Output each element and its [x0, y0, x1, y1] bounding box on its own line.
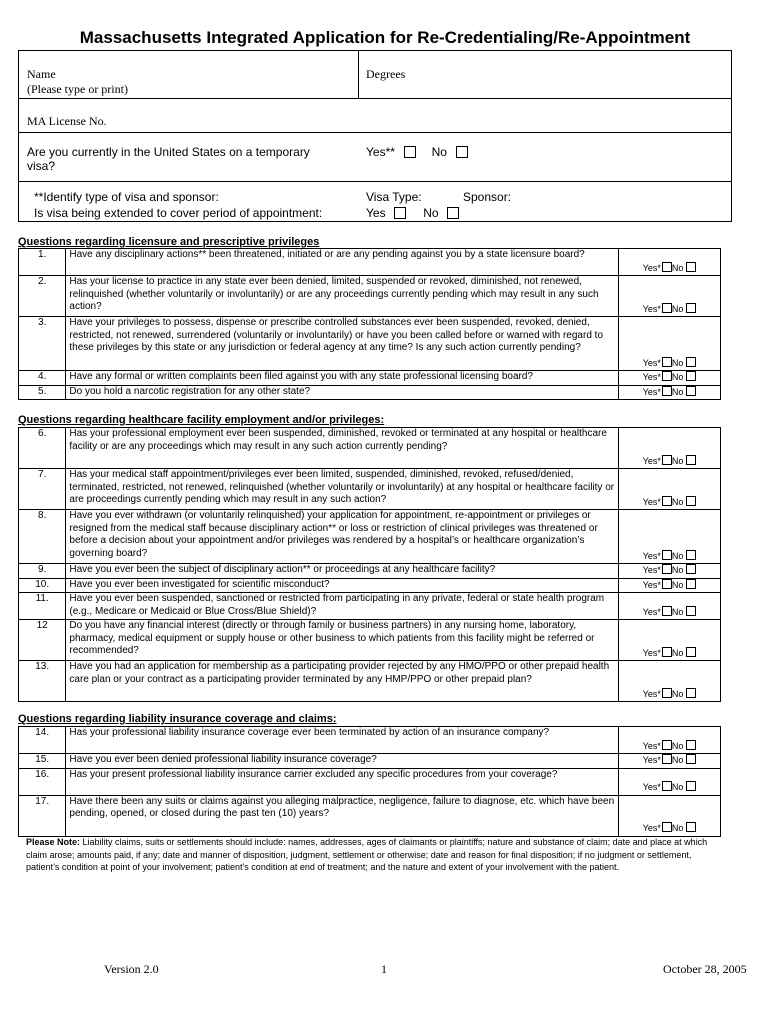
yes-checkbox[interactable] [662, 357, 672, 367]
yes-label: Yes* [642, 579, 661, 590]
question-row [19, 578, 721, 593]
question-number: 14. [19, 727, 66, 754]
question-number: 4. [19, 371, 66, 386]
no-label: No [671, 579, 684, 590]
yes-label: Yes* [642, 782, 661, 792]
no-checkbox[interactable] [686, 386, 696, 396]
question-number: 8. [19, 510, 66, 564]
question-row [19, 317, 721, 371]
yes-checkbox[interactable] [662, 386, 672, 396]
question-number: 16. [19, 768, 66, 795]
no-checkbox[interactable] [686, 262, 696, 272]
yes-label: Yes* [642, 823, 661, 833]
divider [19, 181, 731, 182]
name-field[interactable] [27, 65, 347, 97]
question-number: 11. [19, 593, 66, 620]
question-text: Has your license to practice in any state ever been denied, limited, suspended or revoked, diminished, not renewed, relinquished (whether voluntarily or involuntarily) or are any proceedings currently pending which may result in any such action? [66, 276, 619, 317]
sponsor-label: Sponsor: [463, 190, 512, 204]
yes-checkbox[interactable] [662, 550, 672, 560]
question-number: 9. [19, 564, 66, 579]
no-checkbox[interactable] [686, 455, 696, 465]
yes-label: Yes* [642, 647, 661, 658]
question-text: Have you ever been investigated for scientific misconduct? [66, 578, 619, 593]
answer-cell [619, 754, 721, 769]
question-text: Have your privileges to possess, dispense or prescribe controlled substances ever been suspended, revoked, denied, restricted, not renewed, surrendered (voluntarily or involuntarily) or have you been called before or warned with regard to these privileges by this state or any jurisdiction or federal agency at any time? Is any such action currently pending? [66, 317, 619, 371]
please-note [26, 836, 716, 874]
yes-label: Yes* [642, 455, 661, 466]
question-number: 10. [19, 578, 66, 593]
visa-no-label: No [431, 145, 447, 159]
note-text: Liability claims, suits or settlements should include: names, addresses, ages of claimants or plaintiffs; nature and substance of claim; date and place at which claim arose; amounts paid, if any; date and manner of disposition, judgment, settlement or otherwise; date and reason for final disposition; if no judgment or settlement, patient’s condition at point of your involvement; patient’s condition at end of treatment; and the nature and extent of your involvement with the patient. [26, 837, 708, 872]
visa-type-label: Visa Type: [366, 190, 422, 204]
question-number: 13. [19, 661, 66, 702]
question-row [19, 371, 721, 386]
question-text: Have you ever been the subject of disciplinary action** or proceedings at any healthcare facility? [66, 564, 619, 579]
version-label: Version 2.0 [104, 962, 159, 976]
no-label: No [671, 372, 684, 382]
yes-checkbox[interactable] [662, 688, 672, 698]
question-text: Has your medical staff appointment/privileges ever been limited, suspended, diminished, revoked, refused/denied, terminated, restricted, not renewed, relinquished (whether voluntarily or involuntarily) at any hospital or healthcare facility or are proceedings currently pending which may result in any such action? [66, 469, 619, 510]
no-checkbox[interactable] [686, 647, 696, 657]
question-text: Have any formal or written complaints been filed against you with any state professional licensing board? [66, 371, 619, 386]
question-row [19, 754, 721, 769]
questions-table [18, 427, 721, 702]
yes-checkbox[interactable] [662, 579, 672, 589]
answer-cell [619, 564, 721, 579]
no-checkbox[interactable] [686, 579, 696, 589]
footer-date: October 28, 2005 [663, 962, 747, 976]
question-number: 1. [19, 249, 66, 276]
answer-cell [619, 249, 721, 276]
extended-yes-checkbox[interactable] [394, 207, 406, 219]
yes-label: Yes* [642, 372, 661, 382]
no-checkbox[interactable] [686, 754, 696, 764]
note-label: Please Note: [26, 837, 81, 847]
visa-yes-checkbox[interactable] [404, 146, 416, 158]
no-checkbox[interactable] [686, 606, 696, 616]
page-title: Massachusetts Integrated Application for Re-Credentialing/Re-Appointment [79, 28, 691, 47]
question-row [19, 510, 721, 564]
yes-label: Yes* [642, 357, 661, 368]
no-checkbox[interactable] [686, 371, 696, 381]
answer-cell [619, 727, 721, 754]
yes-checkbox[interactable] [662, 606, 672, 616]
yes-label: Yes* [642, 688, 661, 699]
yes-checkbox[interactable] [662, 740, 672, 750]
yes-label: Yes* [642, 740, 661, 751]
section-heading: Questions regarding liability insurance coverage and claims: [18, 713, 337, 725]
license-field[interactable] [124, 109, 724, 131]
no-checkbox[interactable] [686, 688, 696, 698]
question-row [19, 768, 721, 795]
yes-label: Yes* [642, 386, 661, 397]
question-row [19, 727, 721, 754]
visa-yes-label: Yes** [366, 145, 395, 159]
question-text: Have you ever been suspended, sanctioned or restricted from participating in any private, federal or state health program (e.g., Medicare or Medicaid or Blue Cross/Blue Shield)? [66, 593, 619, 620]
question-row [19, 795, 721, 836]
question-number: 12 [19, 620, 66, 661]
question-number: 2. [19, 276, 66, 317]
section-heading: Questions regarding healthcare facility employment and/or privileges: [18, 414, 385, 426]
question-text: Have you had an application for membership as a participating provider rejected by any HMO/PPO or other prepaid health care plan or your contract as a participating provider terminated by any HMP/PPO or other prepaid plan? [66, 661, 619, 702]
question-text: Do you have any financial interest (directly or through family or business partners) in any nursing home, laboratory, pharmacy, medical equipment or supply house or other business to which patients from this facility might be referred or recommended? [66, 620, 619, 661]
answer-cell [619, 795, 721, 836]
question-row [19, 249, 721, 276]
identify-visa-label: **Identify type of visa and sponsor: [34, 190, 219, 204]
answer-cell [619, 593, 721, 620]
no-label: No [671, 496, 684, 507]
question-text: Have you ever withdrawn (or voluntarily relinquished) your application for appointment, re-appointment or privileges or resigned from the medical staff because disciplinary action** or loss or restriction of clinical privileges was threatened or before a decision about your appointment and/or privileges was rendered by a hospital’s or healthcare organization’s governing board? [66, 510, 619, 564]
yes-checkbox[interactable] [662, 781, 672, 791]
degrees-label: Degrees [366, 67, 406, 81]
no-label: No [671, 386, 684, 397]
question-row [19, 469, 721, 510]
answer-cell [619, 276, 721, 317]
visa-answer [366, 145, 468, 159]
no-checkbox[interactable] [686, 303, 696, 313]
no-checkbox[interactable] [686, 564, 696, 574]
question-row [19, 385, 721, 400]
question-number: 17. [19, 795, 66, 836]
yes-checkbox[interactable] [662, 262, 672, 272]
answer-cell [619, 317, 721, 371]
answer-cell [619, 661, 721, 702]
no-checkbox[interactable] [686, 357, 696, 367]
no-checkbox[interactable] [686, 781, 696, 791]
question-row [19, 428, 721, 469]
yes-checkbox[interactable] [662, 455, 672, 465]
question-row [19, 661, 721, 702]
yes-checkbox[interactable] [662, 564, 672, 574]
question-number: 7. [19, 469, 66, 510]
degrees-field[interactable] [366, 65, 726, 97]
yes-checkbox[interactable] [662, 371, 672, 381]
question-text: Has your professional liability insurance coverage ever been terminated by action of an insurance company? [66, 727, 619, 754]
no-label: No [671, 565, 684, 575]
answer-cell [619, 469, 721, 510]
yes-label: Yes* [642, 496, 661, 507]
yes-label: Yes* [642, 606, 661, 617]
no-checkbox[interactable] [686, 550, 696, 560]
section-heading: Questions regarding licensure and prescriptive privileges [18, 236, 320, 248]
question-row [19, 593, 721, 620]
answer-cell [619, 768, 721, 795]
questions-table [18, 248, 721, 400]
question-row [19, 276, 721, 317]
yes-label: Yes* [642, 262, 661, 273]
no-label: No [671, 755, 684, 765]
no-label: No [671, 262, 684, 273]
no-label: No [671, 550, 684, 561]
no-label: No [671, 647, 684, 658]
yes-checkbox[interactable] [662, 647, 672, 657]
yes-label: Yes* [642, 303, 661, 314]
extended-no-label: No [423, 206, 439, 220]
no-label: No [671, 606, 684, 617]
yes-label: Yes* [642, 755, 661, 765]
license-label: MA License No. [27, 114, 107, 128]
name-hint: (Please type or print) [27, 82, 128, 96]
divider [19, 98, 731, 99]
no-label: No [671, 823, 684, 833]
yes-checkbox[interactable] [662, 303, 672, 313]
yes-checkbox[interactable] [662, 822, 672, 832]
visa-no-checkbox[interactable] [456, 146, 468, 158]
extended-no-checkbox[interactable] [447, 207, 459, 219]
yes-checkbox[interactable] [662, 754, 672, 764]
no-checkbox[interactable] [686, 496, 696, 506]
yes-checkbox[interactable] [662, 496, 672, 506]
answer-cell [619, 428, 721, 469]
question-text: Have any disciplinary actions** been threatened, initiated or are any pending against you by a state licensure board? [66, 249, 619, 276]
no-checkbox[interactable] [686, 740, 696, 750]
question-text: Have you ever been denied professional liability insurance coverage? [66, 754, 619, 769]
no-checkbox[interactable] [686, 822, 696, 832]
answer-cell [619, 385, 721, 400]
yes-label: Yes* [642, 550, 661, 561]
no-label: No [671, 455, 684, 466]
question-text: Has your professional employment ever been suspended, diminished, revoked or terminated at any hospital or healthcare facility or are any proceedings which may result in any such action currently pending? [66, 428, 619, 469]
no-label: No [671, 782, 684, 792]
visa-extended-label: Is visa being extended to cover period of appointment: [34, 206, 323, 220]
answer-cell [619, 578, 721, 593]
yes-label: Yes* [642, 565, 661, 575]
no-label: No [671, 357, 684, 368]
no-label: No [671, 740, 684, 751]
question-number: 15. [19, 754, 66, 769]
no-label: No [671, 688, 684, 699]
answer-cell [619, 371, 721, 386]
page-number: 1 [381, 962, 387, 976]
visa-extended-answer [366, 206, 459, 220]
extended-yes-label: Yes [366, 206, 386, 220]
answer-cell [619, 620, 721, 661]
question-text: Do you hold a narcotic registration for any other state? [66, 385, 619, 400]
visa-question: Are you currently in the United States on a temporary visa? [27, 145, 310, 173]
divider [19, 132, 731, 133]
divider [358, 51, 359, 98]
questions-table [18, 726, 721, 837]
no-label: No [671, 303, 684, 314]
answer-cell [619, 510, 721, 564]
applicant-info-box [18, 50, 732, 222]
question-number: 3. [19, 317, 66, 371]
question-text: Have there been any suits or claims against you alleging malpractice, negligence, failure to diagnose, etc. which have been pending, opened, or closed during the past ten (10) years? [66, 795, 619, 836]
question-row [19, 564, 721, 579]
question-number: 6. [19, 428, 66, 469]
question-number: 5. [19, 385, 66, 400]
question-text: Has your present professional liability insurance carrier excluded any specific procedures from your coverage? [66, 768, 619, 795]
name-label: Name [27, 67, 56, 81]
question-row [19, 620, 721, 661]
